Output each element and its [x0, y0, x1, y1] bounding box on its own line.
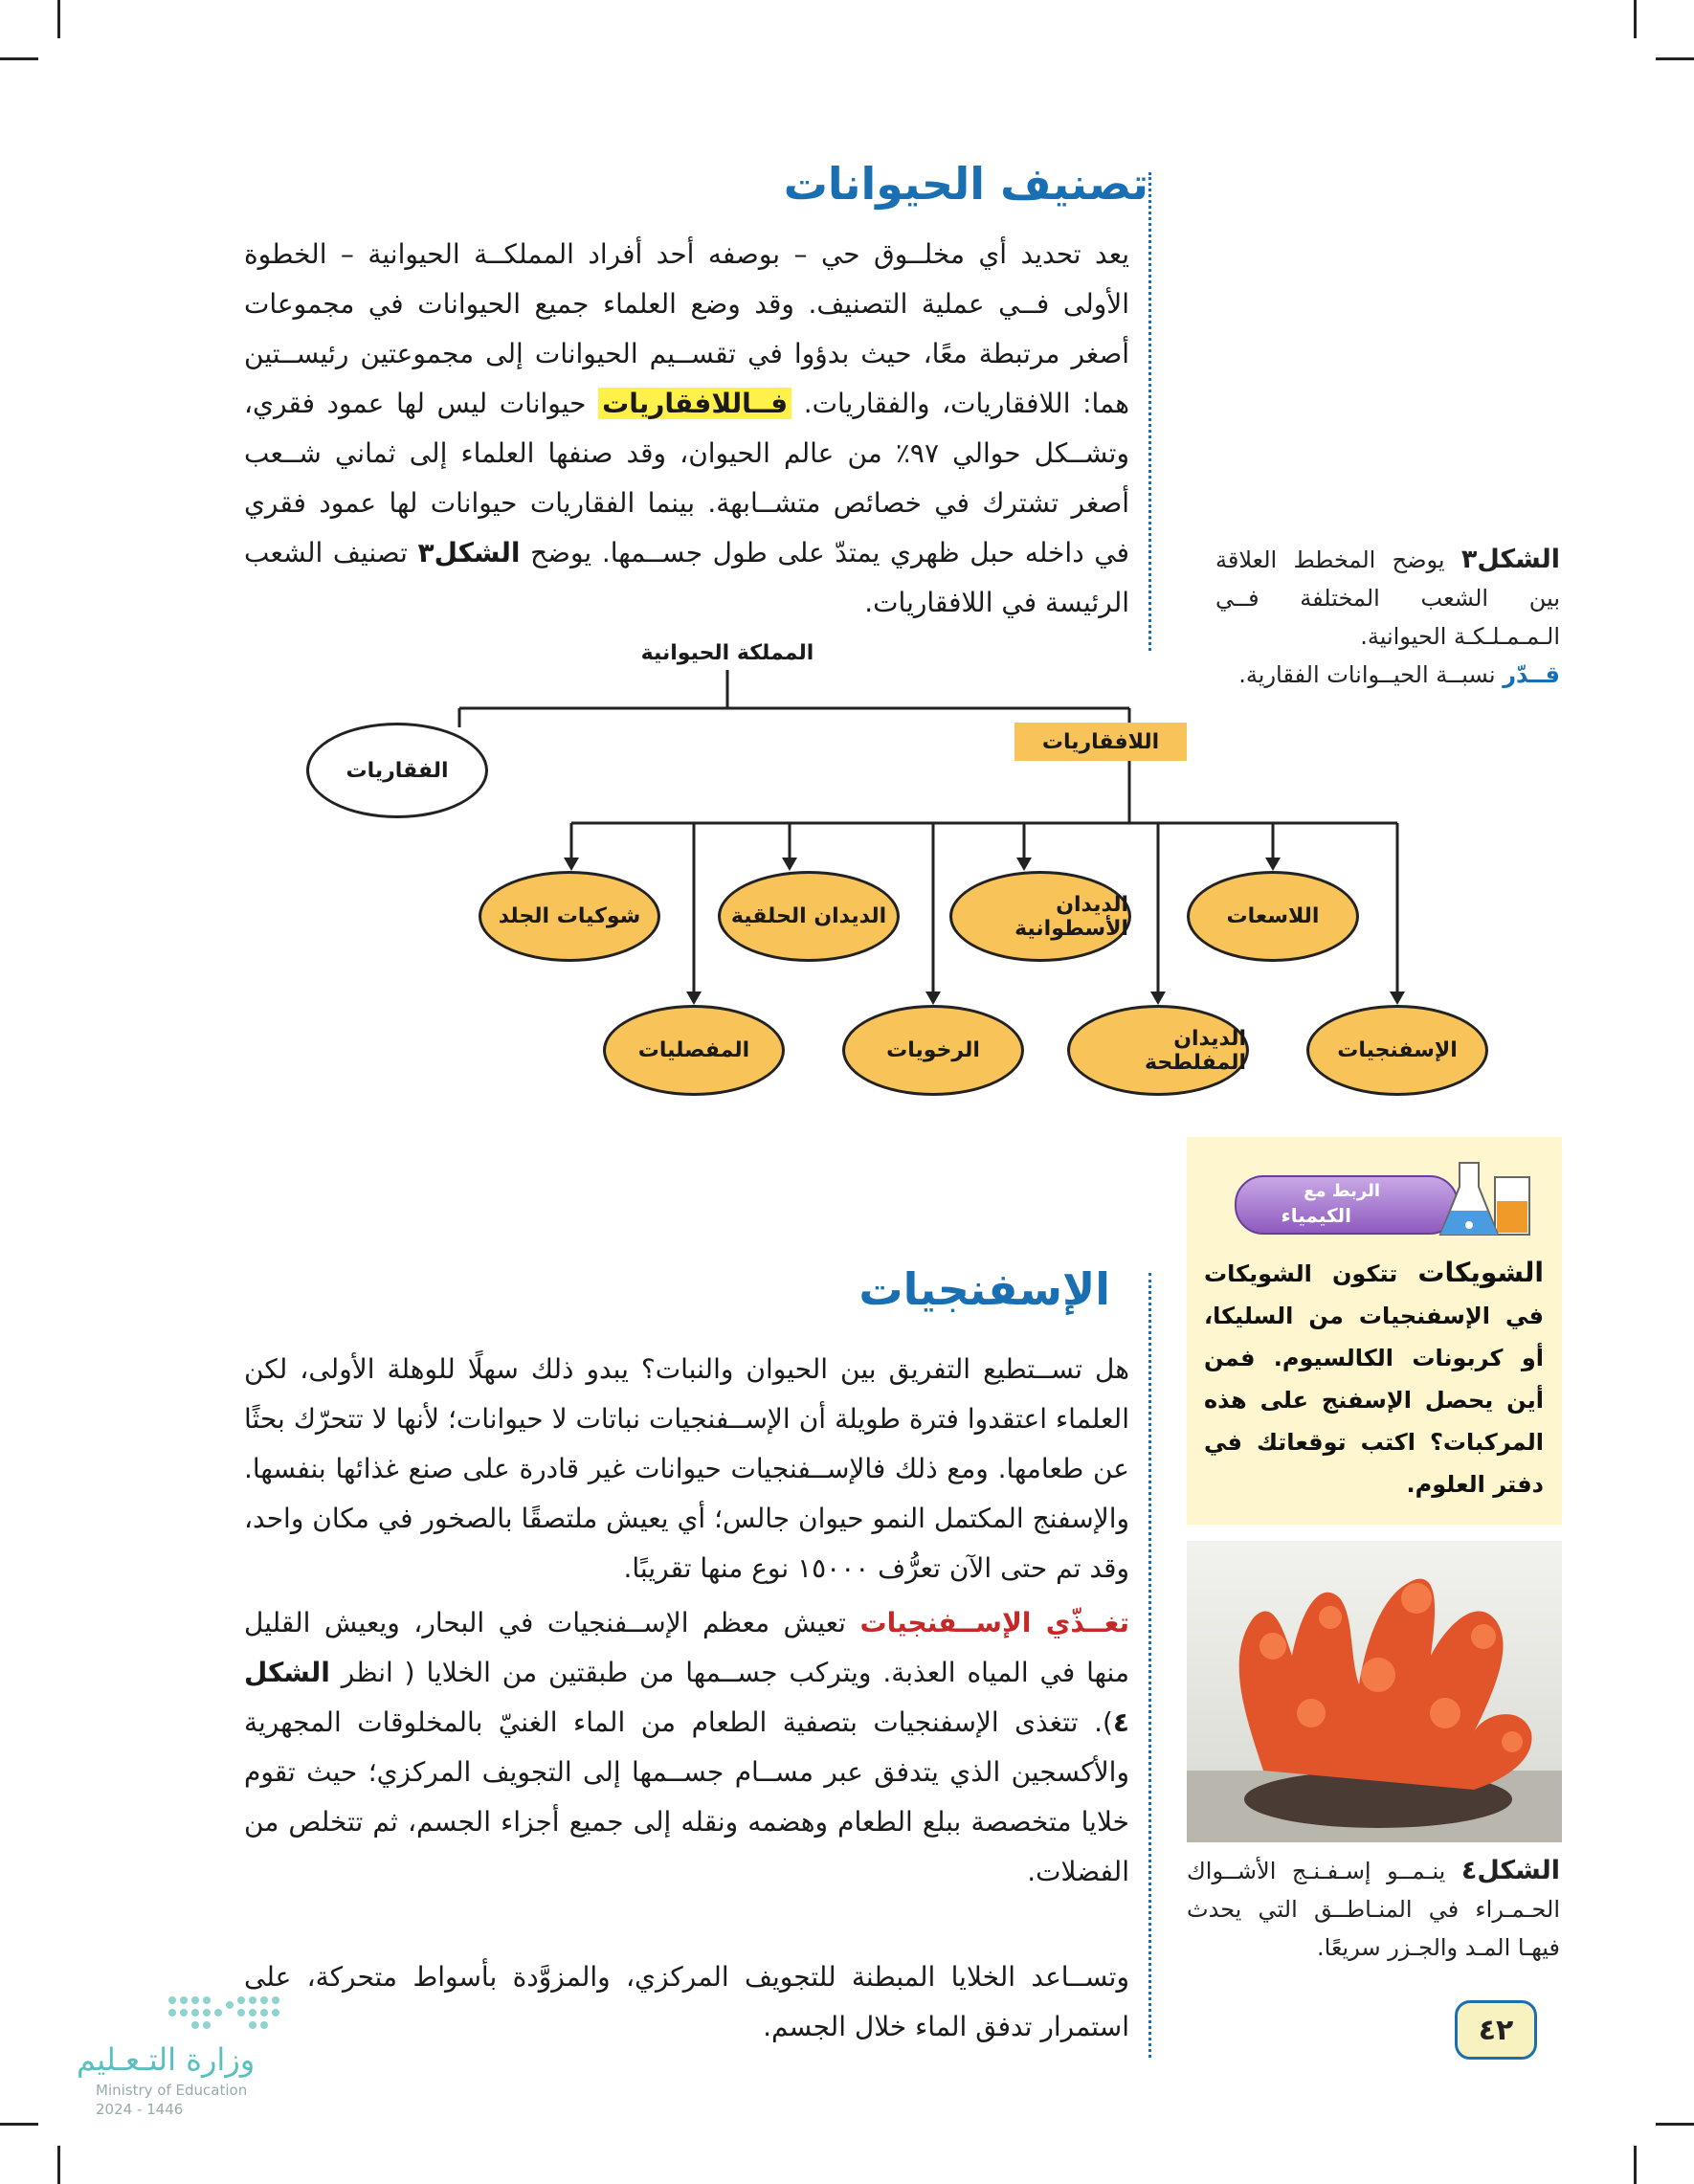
dotted-divider	[1148, 1273, 1151, 2058]
invertebrates-node: اللافقاريات	[1014, 723, 1187, 761]
chemistry-term: الشويكات	[1417, 1257, 1544, 1288]
sponges-paragraph-3: وتســاعد الخلايا المبطنة للتجويف المركزي، والمزوَّدة بأسواط متحركة، على استمرار تدفق الماء خلال الجسم.	[244, 1961, 1129, 2042]
figure-label: الشكل٤	[1460, 1856, 1560, 1885]
caption-text: يوضح المخطط العلاقة بين الشعب المختلفة فــي الـمـمـلـكـة الحيوانية.	[1215, 546, 1560, 650]
phylum-node: شوكيات الجلد	[479, 871, 660, 962]
ministry-name-arabic: وزارة التـعـليم	[77, 2041, 256, 2078]
chemistry-body: تتكون الشويكات في الإسفنجيات من السليكا، أو كربونات الكالسيوم. فمن أين يحصل الإسفنج على هذه المركبات؟ اكتب توقعاتك في دفتر العلوم.	[1204, 1260, 1544, 1498]
figure-label: الشكل٣	[1460, 545, 1560, 574]
sponges-paragraph-1: هل تســتطيع التفريق بين الحيوان والنبات؟ يبدو ذلك سهلًا للوهلة الأولى، لكن العلماء اعتقدوا فترة طويلة أن الإســفنجيات نباتات لا حيوانات؛ لأنها لا تتحرّك بحثًا عن طعامها. ومع ذلك فالإســفنجيات حيوانات غير قادرة على صنع غذائها بنفسها. والإسفنج المكتمل النمو حيوان جالس؛ أي يعيش ملتصقًا بالصخور في مكان واحد، وقد تم حتى الآن تعرُّف ١٥٠٠٠ نوع منها تقريبًا.	[244, 1353, 1129, 1584]
sponges-paragraph-2	[244, 1598, 1129, 1897]
caption-question: نسبــة الحيــوانات الفقارية.	[1238, 661, 1504, 688]
phylum-node: الديدان المفلطحة	[1067, 1005, 1249, 1096]
classification-paragraph	[244, 230, 1129, 628]
section-title-sponges: الإسفنجيات	[858, 1263, 1110, 1315]
figure-reference: الشكل ٤	[244, 1657, 1129, 1738]
crop-mark	[1656, 2123, 1694, 2126]
paragraph-text: حيوانات ليس لها عمود فقري، وتشــكل حوالي ٩٧٪ من عالم الحيوان، وقد صنفها العلماء إلى ثماني شــعب أصغر تشترك في خصائص متشــابهة. بينما الفقاريات حيوانات لها عمود فقري في داخله حبل ظهري يمتدّ على طول جســمها. يوضح	[244, 388, 1129, 568]
phylum-node: الديدان الأسطوانية	[949, 871, 1131, 962]
ministry-year: 2024 - 1446	[96, 2101, 184, 2118]
vertebrates-node: الفقاريات	[306, 723, 488, 818]
caption-text: ينـمــو إسـفـنـج الأشــواك الحـمـراء في المنـاطــق التي يحدث فيهـا المـد والجـزر سريعًا.	[1187, 1858, 1560, 1961]
dotted-divider	[1148, 172, 1151, 651]
crop-mark	[57, 0, 60, 38]
paragraph-text: تصنيف الشعب الرئيسة في اللافقاريات.	[244, 537, 1129, 618]
highlighted-term: فــاللافقاريات	[598, 388, 791, 419]
chemistry-badge	[1235, 1175, 1459, 1235]
crop-mark	[0, 57, 38, 60]
classification-diagram	[287, 632, 1458, 1129]
phylum-node: المفصليات	[603, 1005, 785, 1096]
chemistry-text	[1204, 1252, 1544, 1505]
chemistry-connection-box	[1187, 1137, 1562, 1525]
phylum-node: الرخويات	[842, 1005, 1024, 1096]
badge-bottom-text: الكيمياء	[1281, 1204, 1351, 1227]
crop-mark	[57, 2146, 60, 2184]
crop-mark	[1634, 2146, 1637, 2184]
sponge-feeding-keyword: تغــذّي الإســفنجيات	[859, 1607, 1130, 1638]
flask-icon	[1436, 1158, 1541, 1244]
sponge-image	[1187, 1541, 1562, 1842]
section-title-animal-classification: تصنيف الحيوانات	[783, 158, 1148, 210]
crop-mark	[1634, 0, 1637, 38]
phylum-node: الديدان الحلقية	[718, 871, 900, 962]
badge-top-text: الربط مع	[1304, 1181, 1380, 1201]
phylum-node: الإسفنجيات	[1306, 1005, 1488, 1096]
crop-mark	[1656, 57, 1694, 60]
red-sponge-photo	[1187, 1541, 1562, 1842]
ministry-name-english: Ministry of Education	[96, 2082, 248, 2099]
ministry-logo	[77, 1986, 325, 2129]
paragraph-text: تعيش معظم الإســفنجيات في البحار، ويعيش القليل منها في المياه العذبة. ويتركب جســمها من طبقتين من الخلايا ( انظر	[244, 1607, 1129, 1688]
figure4-caption	[1187, 1852, 1560, 1967]
phylum-node: اللاسعات	[1187, 871, 1359, 962]
caption-keyword: قــدّر	[1503, 661, 1560, 688]
figure-reference: الشكل٣	[417, 537, 521, 568]
crop-mark	[0, 2123, 38, 2126]
diagram-root-label: المملكة الحيوانية	[640, 641, 814, 665]
page-number: ٤٢	[1455, 2000, 1537, 2060]
ministry-logo-icon	[77, 1986, 325, 2043]
paragraph-text: يعد تحديد أي مخلــوق حي – بوصفه أحد أفراد المملكــة الحيوانية – الخطوة الأولى فــي عملية التصنيف. وقد وضع العلماء جميع الحيوانات في مجموعات أصغر مرتبطة معًا، حيث بدؤوا في تقســيم الحيوانات إلى مجموعتين رئيســتين هما: اللافقاريات، والفقاريات.	[244, 238, 1129, 419]
paragraph-text: ). تتغذى الإسفنجيات بتصفية الطعام من الماء الغنيّ بالمخلوقات المجهرية والأكسجين الذي يتدفق عبر مســام جســمها إلى التجويف المركزي؛ حيث تقوم خلايا متخصصة ببلع الطعام وهضمه ونقله إلى جميع أجزاء الجسم، ثم تتخلص من الفضلات.	[244, 1706, 1129, 1887]
